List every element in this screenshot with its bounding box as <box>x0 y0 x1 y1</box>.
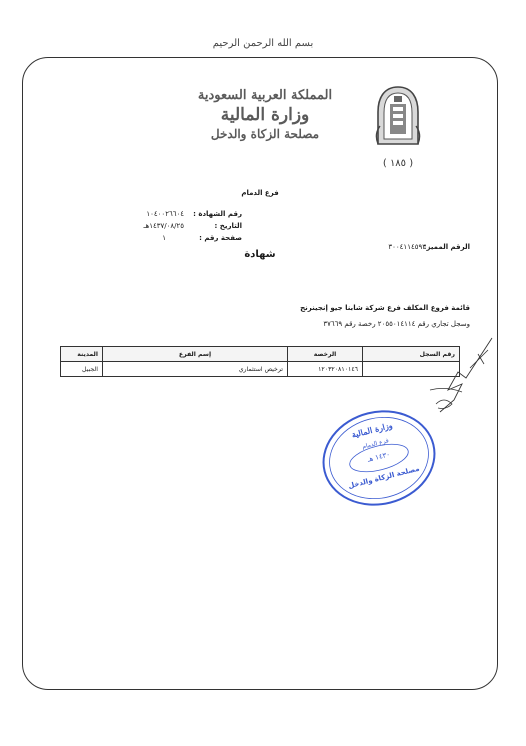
distinct-number-label: الرقم المميز: <box>423 243 470 251</box>
header-license: الرخصة <box>288 347 363 362</box>
emblem-number: ( ١٨٥ ) <box>382 158 414 169</box>
emblem <box>372 84 424 170</box>
page-number-value: ١ <box>162 234 166 242</box>
basmala: بسم الله الرحمن الرحيم <box>212 38 314 49</box>
department-title: مصلحة الزكاة والدخل <box>210 127 320 141</box>
stamp-ministry: وزارة المالية <box>350 419 394 440</box>
cell-license: ١٢٠٣٢٠٨١٠١٤٦ <box>288 362 363 377</box>
header-branch-name: إسم الفرع <box>103 347 288 362</box>
header-register-number: رقم السجل <box>363 347 460 362</box>
cell-city: الجبيل <box>61 362 103 377</box>
page-number-label: صفحة رقم : <box>199 234 242 242</box>
table-header-row <box>61 347 460 362</box>
kingdom-title: المملكة العربية السعودية <box>197 88 333 103</box>
ministry-title: وزارة المالية <box>220 105 310 125</box>
branch-name: فرع الدمام <box>241 189 279 197</box>
date-value: ١٤٣٧/٠٨/٢٥هـ <box>143 222 184 230</box>
date-label: التاريخ : <box>214 222 242 230</box>
stamp-year: ١٤٣٠ هـ <box>366 450 391 464</box>
emblem-icon <box>372 84 424 152</box>
stamp-branch: فرع الدمام <box>361 437 390 451</box>
distinct-number-value: ٣٠٠٤١١٤٥٩٣ <box>388 243 426 251</box>
certificate-number-label: رقم الشهادة : <box>193 210 242 218</box>
certificate-title: شهادة <box>244 249 276 260</box>
letterhead <box>190 88 340 168</box>
stamp-department: مصلحة الزكاة والدخل <box>347 464 421 491</box>
signature <box>418 334 498 418</box>
certificate-number-value: ١٠٤٠٠٢٦٦٠٤ <box>146 210 184 218</box>
header-city: المدينة <box>61 347 103 362</box>
table-row <box>61 362 460 377</box>
commercial-register-line: وسجل تجاري رقم ٢٠٥٥٠١٤١١٤ رخصة رقم ٣٧٦٦٩ <box>323 320 470 328</box>
branch-list-heading: قائمة فروع المكلف فرع شركة شابنا جيو إنجينرنج <box>300 304 470 312</box>
branches-table <box>60 346 460 377</box>
cell-branch-name: ترخيص استثماري <box>103 362 288 377</box>
